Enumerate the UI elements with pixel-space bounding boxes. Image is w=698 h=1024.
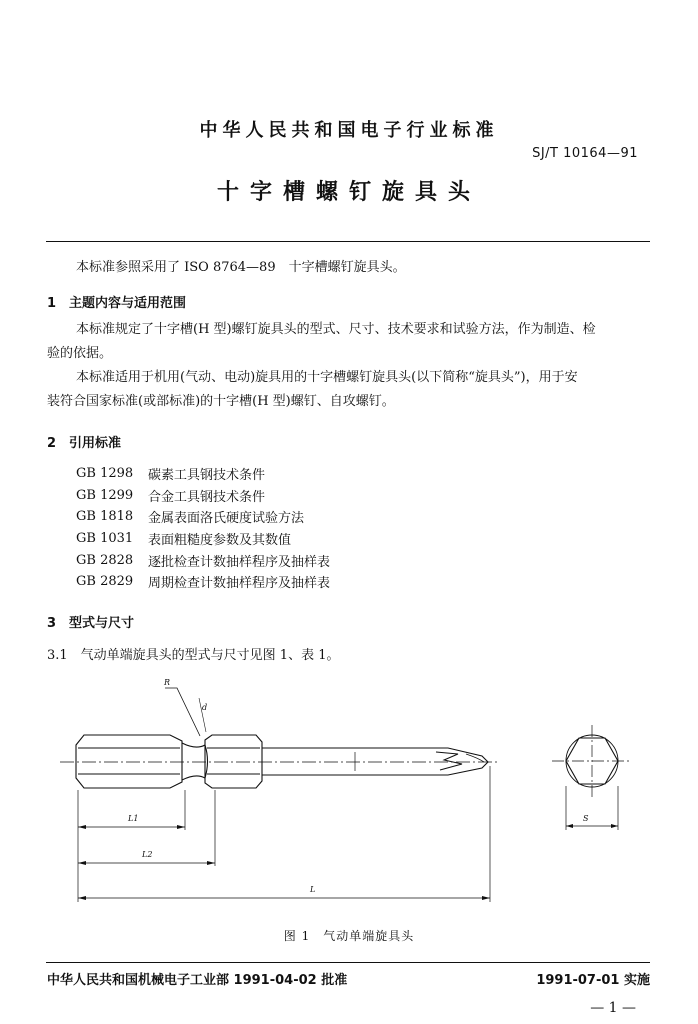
section-1-para2-line2: 装符合国家标准(或部标准)的十字槽(H 型)螺钉、自攻螺钉。 — [47, 394, 395, 409]
standard-header: 中华人民共和国电子行业标准 — [199, 120, 499, 141]
section-3-1-text: 3.1 气动单端旋具头的型式与尺寸见图 1、表 1。 — [47, 648, 340, 663]
label-L1: L1 — [128, 814, 139, 823]
list-item — [76, 463, 330, 485]
label-R: R — [164, 678, 171, 687]
ref-code: GB 1031 — [76, 531, 134, 547]
document-title: 十字槽螺钉旋具头 — [216, 180, 481, 205]
section-1-para2-line1: 本标准适用于机用(气动、电动)旋具用的十字槽螺钉旋具头(以下简称“旋具头”)，用于安 — [76, 370, 578, 385]
list-item — [76, 485, 330, 507]
label-L: L — [310, 885, 316, 894]
ref-code: GB 2828 — [76, 552, 134, 568]
ref-code: GB 1298 — [76, 466, 134, 482]
ref-title: 碳素工具钢技术条件 — [148, 468, 266, 484]
footer-rule — [46, 962, 650, 963]
page-number: — 1 — — [590, 1000, 636, 1016]
ref-title: 表面粗糙度参数及其数值 — [148, 533, 292, 549]
list-item — [76, 528, 330, 550]
referenced-standards-list — [76, 463, 330, 593]
figure-caption: 图 1 气动单端旋具头 — [283, 929, 415, 943]
ref-title: 周期检查计数抽样程序及抽样表 — [148, 576, 331, 592]
section-1-heading: 1 主题内容与适用范围 — [47, 296, 187, 311]
label-d: d — [202, 703, 208, 712]
ref-title: 逐批检查计数抽样程序及抽样表 — [148, 554, 331, 570]
standard-number: SJ/T 10164—91 — [532, 146, 638, 161]
implementation-date: 1991-07-01 实施 — [536, 973, 650, 988]
list-item — [76, 571, 330, 593]
label-L2: L2 — [142, 850, 153, 859]
section-3-heading: 3 型式与尺寸 — [47, 616, 135, 631]
list-item — [76, 506, 330, 528]
ref-code: GB 2829 — [76, 574, 134, 590]
ref-code: GB 1818 — [76, 509, 134, 525]
ref-code: GB 1299 — [76, 487, 134, 503]
label-S: S — [583, 814, 589, 823]
figure-1-drawing — [0, 670, 698, 920]
ref-title: 合金工具钢技术条件 — [148, 489, 266, 505]
header-rule — [46, 241, 650, 242]
approval-line: 中华人民共和国机械电子工业部 1991-04-02 批准 — [47, 973, 348, 988]
intro-text: 本标准参照采用了 ISO 8764—89 十字槽螺钉旋具头。 — [76, 260, 406, 275]
section-2-heading: 2 引用标准 — [47, 436, 122, 451]
ref-title: 金属表面洛氏硬度试验方法 — [148, 511, 305, 527]
section-1-para1-line1: 本标准规定了十字槽(H 型)螺钉旋具头的型式、尺寸、技术要求和试验方法，作为制造、检 — [76, 322, 596, 337]
section-1-para1-line2: 验的依据。 — [47, 346, 113, 361]
list-item — [76, 549, 330, 571]
